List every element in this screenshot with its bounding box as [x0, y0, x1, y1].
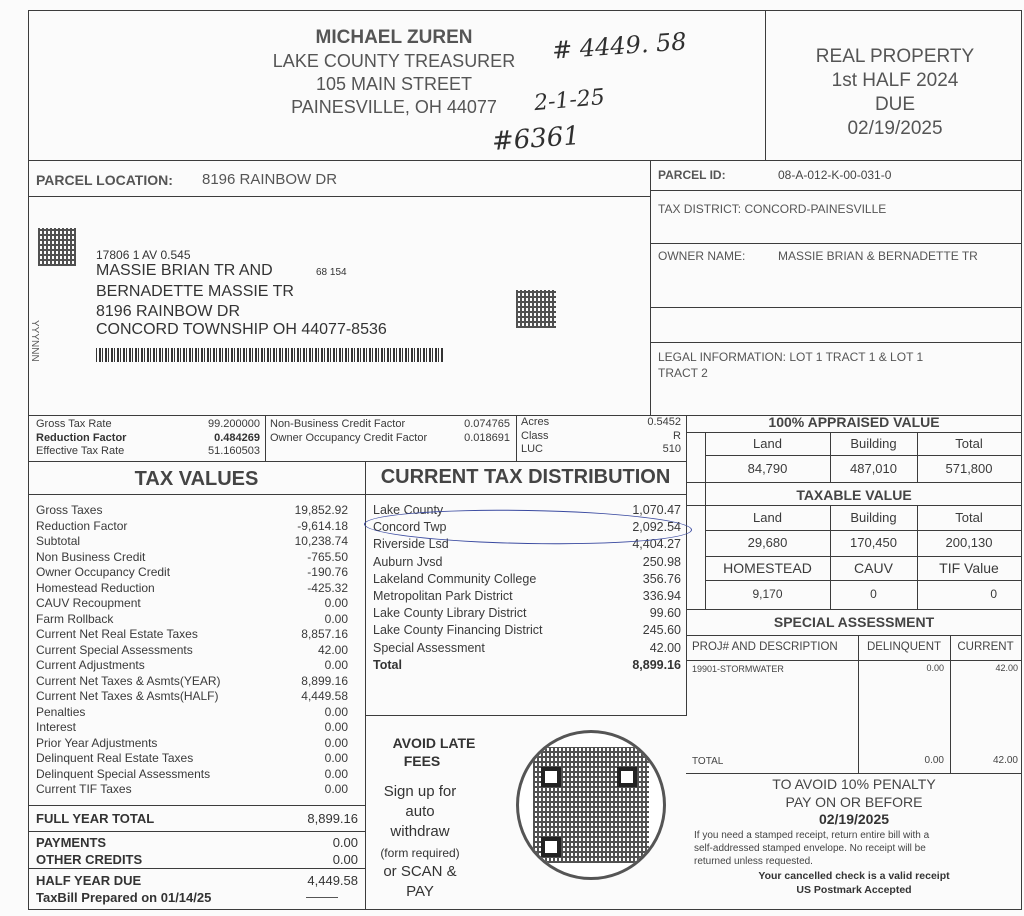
- autopay-line-3: withdraw: [390, 823, 450, 840]
- parcel-id-label: PARCEL ID:: [658, 168, 726, 182]
- rate-factors: [36, 418, 260, 459]
- parcel-id: 08-A-012-K-00-031-0: [778, 168, 892, 182]
- taxable-building-header: Building: [850, 510, 897, 525]
- taxable-title: TAXABLE VALUE: [796, 487, 912, 503]
- penalty-note-1: If you need a stamped receipt, return entire bill with a: [694, 830, 930, 841]
- appraised-building: 487,010: [850, 461, 897, 476]
- distribution-row-label: Special Assessment: [373, 640, 485, 655]
- penalty-line-2: PAY ON OR BEFORE: [785, 794, 923, 810]
- owner-occ-factor: 0.018691: [464, 431, 510, 444]
- distribution-row: [373, 605, 681, 622]
- tax-values-row: [36, 689, 348, 705]
- tax-values-row-value: 0.00: [324, 751, 348, 765]
- gross-rate: 99.200000: [208, 418, 260, 430]
- tax-values-row-value: 8,857.16: [301, 627, 348, 641]
- tax-values-row: [36, 767, 348, 783]
- tax-values-row-label: Current Special Assessments: [36, 642, 193, 657]
- reduction-factor: 0.484269: [214, 431, 260, 444]
- tax-values-row-value: 0.00: [324, 658, 348, 672]
- tax-values-row-value: -765.50: [307, 549, 348, 564]
- tax-values-row-label: Homestead Reduction: [36, 580, 155, 595]
- tax-values-row-value: 0.00: [324, 735, 348, 750]
- tax-values-row-label: Subtotal: [36, 534, 81, 548]
- reduction-factor-label: Reduction Factor: [36, 431, 127, 444]
- tax-values-row: [36, 550, 348, 566]
- appraised-total-header: Total: [955, 436, 983, 451]
- appraised-land-header: Land: [753, 436, 782, 451]
- treasurer-city: PAINESVILLE, OH 44077: [291, 97, 497, 117]
- avoid-late-line-2: FEES: [403, 753, 441, 769]
- treasurer-street: 105 MAIN STREET: [315, 74, 473, 94]
- tax-values-title: TAX VALUES: [134, 468, 259, 490]
- tax-values-row-value: -9,614.18: [297, 518, 348, 533]
- qr-finder-icon: [541, 767, 561, 787]
- penalty-line-1: TO AVOID 10% PENALTY: [772, 776, 936, 792]
- tax-values-row-label: Reduction Factor: [36, 518, 128, 533]
- appraised-building-header: Building: [850, 436, 897, 451]
- mailing-line-3: 8196 RAINBOW DR: [96, 303, 241, 320]
- tax-values-row: [36, 658, 348, 674]
- special-assessment-title: SPECIAL ASSESSMENT: [773, 614, 935, 630]
- taxable-total: 200,130: [945, 535, 993, 550]
- tax-values-row-value: 42.00: [317, 642, 348, 657]
- tax-values-row: [36, 736, 348, 752]
- penalty-note-4: Your cancelled check is a valid receipt: [758, 870, 950, 882]
- tax-values-row-value: -190.76: [307, 565, 348, 579]
- taxable-total-header: Total: [955, 510, 983, 525]
- penalty-note-2: self-addressed stamped envelope. No receipt will be: [694, 843, 926, 854]
- appraised-land: 84,790: [747, 461, 788, 476]
- avoid-late-line-1: AVOID LATE: [392, 735, 476, 751]
- distribution-row: [373, 588, 681, 605]
- tax-values-row-value: 0.00: [324, 611, 348, 626]
- nonbiz-factor-label: Non-Business Credit Factor: [270, 418, 406, 430]
- treasurer-name: MICHAEL ZUREN: [315, 27, 473, 48]
- distribution-row-value: 2,092.54: [632, 520, 681, 535]
- distribution-total: 8,899.16: [632, 658, 681, 672]
- tax-values-row: [36, 720, 348, 736]
- tax-values-row-label: Current TIF Taxes: [36, 782, 132, 796]
- tax-values-row: [36, 519, 348, 535]
- appraised-total: 571,800: [945, 461, 993, 476]
- mailing-line-1: MASSIE BRIAN TR AND: [96, 262, 273, 279]
- distribution-row-value: 245.60: [642, 623, 681, 638]
- datamatrix-code-icon: [38, 228, 76, 266]
- special-total-delinquent: 0.00: [924, 755, 944, 766]
- distribution-row-value: 336.94: [642, 589, 681, 604]
- tax-values-row: [36, 534, 348, 550]
- tax-values-row: [36, 581, 348, 597]
- special-delinquent-header: DELINQUENT: [866, 641, 942, 653]
- tax-values-row-value: 8,899.16: [301, 673, 348, 688]
- mailing-line-2: BERNADETTE MASSIE TR: [96, 283, 294, 300]
- handwritten-date: 2-1-25: [533, 84, 606, 117]
- tax-values-row-label: Interest: [36, 720, 77, 734]
- tax-values-row: [36, 596, 348, 612]
- tax-values-row-label: CAUV Recoupment: [36, 596, 141, 610]
- signature-stroke: [306, 897, 338, 898]
- luc: 510: [662, 443, 681, 455]
- distribution-title: CURRENT TAX DISTRIBUTION: [380, 466, 671, 488]
- tax-values-row-value: 0.00: [324, 596, 348, 610]
- penalty-note-5: US Postmark Accepted: [796, 884, 912, 896]
- tax-values-row-label: Owner Occupancy Credit: [36, 565, 171, 579]
- tax-values-row-label: Gross Taxes: [36, 503, 103, 517]
- full-year-total: 8,899.16: [307, 811, 358, 826]
- tax-values-row-value: -425.32: [307, 580, 348, 595]
- distribution-row: [373, 640, 681, 657]
- effective-rate: 51.160503: [208, 445, 260, 457]
- homestead-header: HOMESTEAD: [723, 560, 812, 576]
- tif-value: 0: [990, 587, 997, 601]
- tax-values-row: [36, 782, 348, 798]
- taxable-land-header: Land: [753, 510, 782, 525]
- tax-values-row-label: Prior Year Adjustments: [36, 735, 158, 750]
- handwritten-check-number: #6361: [491, 120, 581, 158]
- distribution-row-label: Lake County Library District: [373, 606, 527, 621]
- distribution-row-value: 1,070.47: [632, 503, 681, 517]
- bill-type: REAL PROPERTY: [815, 46, 975, 67]
- tax-values-row: [36, 503, 348, 519]
- tax-values-row: [36, 705, 348, 721]
- distribution-row-label: Auburn Jvsd: [373, 554, 443, 569]
- tax-values-row-value: 19,852.92: [294, 503, 348, 517]
- distribution-row-label: Lake County Financing District: [373, 623, 543, 638]
- nonbiz-factor: 0.074765: [464, 418, 510, 430]
- autopay-line-6: PAY: [406, 883, 434, 900]
- bill-half: 1st HALF 2024: [831, 70, 959, 91]
- distribution-row-label: Lakeland Community College: [373, 571, 537, 586]
- tax-values-row-label: Non Business Credit: [36, 549, 146, 564]
- mailing-line-4: CONCORD TOWNSHIP OH 44077-8536: [96, 321, 387, 338]
- owner-occ-factor-label: Owner Occupancy Credit Factor: [270, 431, 428, 444]
- tax-values-row-label: Penalties: [36, 704, 86, 719]
- autopay-line-4: (form required): [380, 846, 460, 860]
- distribution-row-value: 4,404.27: [632, 537, 681, 552]
- distribution-row-value: 250.98: [642, 554, 681, 569]
- special-item-current: 42.00: [995, 663, 1018, 673]
- owner-name-label: OWNER NAME:: [658, 249, 746, 263]
- acres: 0.5452: [647, 416, 681, 428]
- special-item-delinquent: 0.00: [926, 663, 944, 673]
- class-label: Class: [521, 429, 549, 442]
- mailing-line-1-code: 68 154: [316, 267, 347, 278]
- owner-name: MASSIE BRIAN & BERNADETTE TR: [778, 249, 978, 263]
- postal-barcode-icon: [96, 348, 444, 362]
- distribution-row: [373, 554, 681, 571]
- pay-qr-code[interactable]: [516, 730, 666, 880]
- effective-rate-label: Effective Tax Rate: [36, 445, 125, 457]
- handwritten-amount: # 4449. 58: [551, 27, 688, 65]
- autopay-line-2: auto: [405, 803, 435, 820]
- distribution-total-label: Total: [373, 658, 402, 672]
- parcel-location-label: PARCEL LOCATION:: [36, 172, 173, 188]
- cauv-header: CAUV: [854, 560, 893, 576]
- tax-values-row: [36, 674, 348, 690]
- due-date: 02/19/2025: [847, 118, 943, 139]
- payments-label: PAYMENTS: [36, 835, 107, 850]
- taxable-land: 29,680: [747, 535, 788, 550]
- other-credits-label: OTHER CREDITS: [36, 852, 143, 867]
- tax-values-row-value: 0.00: [324, 766, 348, 781]
- due-label: DUE: [874, 94, 916, 115]
- half-year-due-label: HALF YEAR DUE: [36, 873, 142, 888]
- tax-values-row-value: 4,449.58: [301, 689, 348, 703]
- penalty-date: 02/19/2025: [818, 811, 890, 827]
- credit-factors: [270, 418, 510, 445]
- tif-value-header: TIF Value: [939, 560, 999, 576]
- tax-values-row-label: Current Net Real Estate Taxes: [36, 627, 198, 641]
- tax-values-row-label: Farm Rollback: [36, 611, 114, 626]
- autopay-line-1: Sign up for: [383, 783, 457, 800]
- datamatrix-code-icon: [516, 290, 556, 328]
- parcel-location: 8196 RAINBOW DR: [202, 171, 338, 188]
- cauv-value: 0: [870, 587, 877, 601]
- tax-values-row: [36, 565, 348, 581]
- special-desc-header: PROJ# AND DESCRIPTION: [692, 641, 838, 653]
- tax-values-row-label: Current Net Taxes & Asmts(HALF): [36, 689, 219, 703]
- distribution-row-label: Metropolitan Park District: [373, 589, 513, 604]
- qr-finder-icon: [541, 837, 561, 857]
- tax-values-row-label: Delinquent Real Estate Taxes: [36, 751, 194, 765]
- tax-values-row: [36, 612, 348, 628]
- full-year-total-label: FULL YEAR TOTAL: [36, 811, 155, 826]
- tax-values-row-label: Current Adjustments: [36, 658, 145, 672]
- bill-prepared-date: TaxBill Prepared on 01/14/25: [36, 890, 212, 905]
- land-class: [521, 416, 681, 457]
- payments: 0.00: [332, 835, 358, 850]
- tax-district: TAX DISTRICT: CONCORD-PAINESVILLE: [658, 202, 887, 216]
- half-year-due: 4,449.58: [307, 873, 358, 888]
- tax-values-row: [36, 627, 348, 643]
- tax-values-row-value: 10,238.74: [294, 534, 348, 548]
- tax-values-row-value: 0.00: [324, 782, 348, 796]
- tax-values-list: [36, 503, 348, 798]
- mailing-side-code: YYYNNN: [29, 320, 40, 362]
- special-item-desc: 19901-STORMWATER: [692, 664, 784, 674]
- treasurer-office: LAKE COUNTY TREASURER: [272, 51, 516, 71]
- legal-information: LEGAL INFORMATION: LOT 1 TRACT 1 & LOT 1: [658, 350, 924, 364]
- tax-values-row: [36, 643, 348, 659]
- taxable-building: 170,450: [850, 535, 897, 550]
- distribution-row: [373, 571, 681, 588]
- gross-rate-label: Gross Tax Rate: [36, 418, 112, 430]
- tax-values-row-label: Current Net Taxes & Asmts(YEAR): [36, 673, 221, 688]
- tax-values-row-value: 0.00: [324, 720, 348, 734]
- penalty-note-3: returned unless requested.: [694, 856, 813, 867]
- other-credits: 0.00: [332, 852, 358, 867]
- special-current-header: CURRENT: [957, 641, 1014, 653]
- tax-values-row-value: 0.00: [324, 704, 348, 719]
- tax-values-row-label: Delinquent Special Assessments: [36, 766, 211, 781]
- distribution-row-value: 356.76: [642, 571, 681, 586]
- luc-label: LUC: [521, 443, 544, 455]
- tax-values-row: [36, 751, 348, 767]
- special-total-current: 42.00: [992, 755, 1018, 766]
- distribution-row-label: Riverside Lsd: [373, 537, 449, 552]
- distribution-row-label: Lake County: [373, 503, 444, 517]
- mailing-code-line: 17806 1 AV 0.545: [96, 248, 191, 262]
- distribution-row: [373, 622, 681, 639]
- homestead-value: 9,170: [752, 587, 783, 601]
- acres-label: Acres: [521, 416, 550, 428]
- appraised-title: 100% APPRAISED VALUE: [768, 414, 940, 430]
- distribution-row-label: Concord Twp: [373, 520, 447, 535]
- special-total-label: TOTAL: [692, 756, 724, 767]
- legal-information-cont: TRACT 2: [658, 366, 708, 380]
- autopay-line-5: or SCAN &: [383, 863, 457, 880]
- distribution-row-value: 99.60: [649, 606, 681, 621]
- class: R: [673, 429, 681, 442]
- qr-finder-icon: [617, 767, 637, 787]
- distribution-row-value: 42.00: [649, 640, 681, 655]
